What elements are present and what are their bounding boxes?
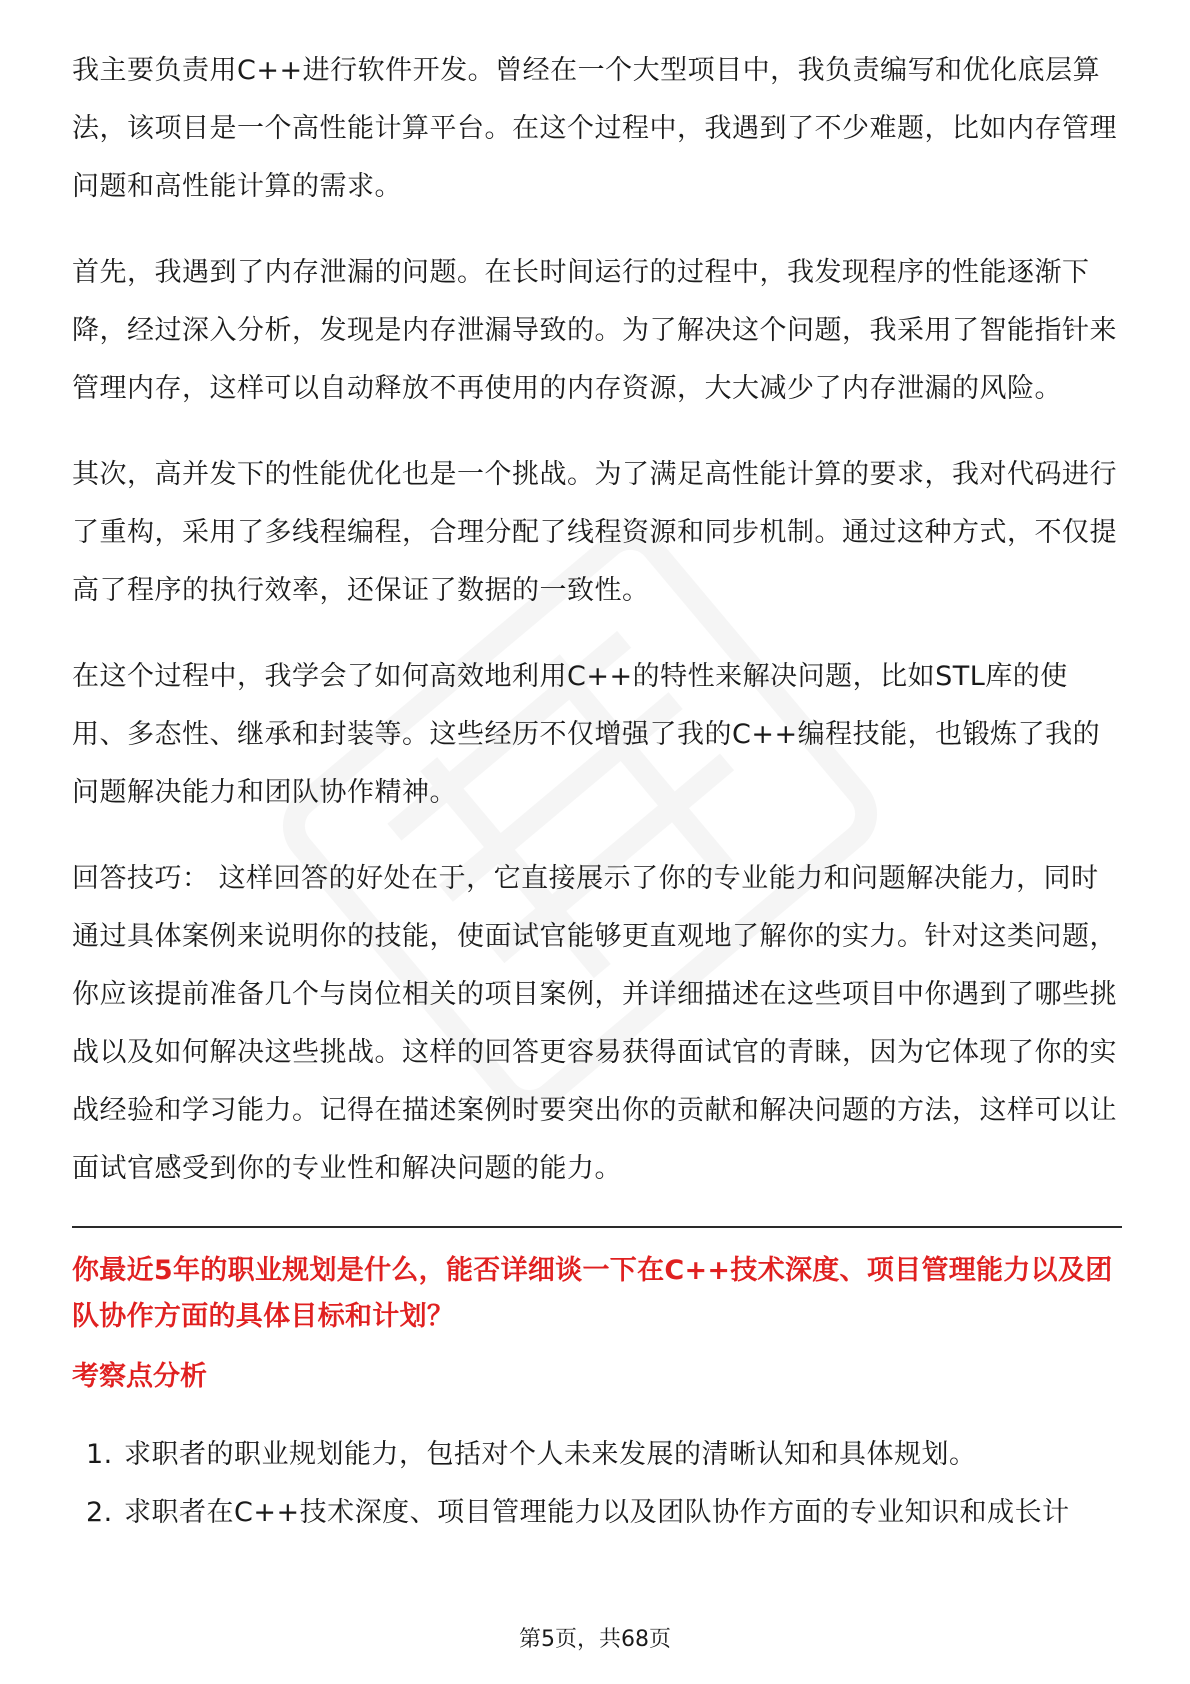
question-heading: 你最近5年的职业规划是什么，能否详细谈一下在C++技术深度、项目管理能力以及团队协作方面的具体目标和计划？ [72,1255,1113,1332]
main-content [72,42,1118,1542]
list-item-text: 求职者的职业规划能力，包括对个人未来发展的清晰认知和具体规划。 [124,1439,977,1470]
paragraph-intro: 我主要负责用C++进行软件开发。曾经在一个大型项目中，我负责编写和优化底层算法，该项目是一个高性能计算平台。在这个过程中，我遇到了不少难题，比如内存管理问题和高性能计算的需求。 [72,55,1117,202]
paragraph-answer-tips: 回答技巧： 这样回答的好处在于，它直接展示了你的专业能力和问题解决能力，同时通过具体案例来说明你的技能，使面试官能够更直观地了解你的实力。针对这类问题，你应该提前准备几个与岗位相关的项目案例，并详细描述在这些项目中你遇到了哪些挑战以及如何解决这些挑战。这样的回答更容易获得面试官的青睐，因为它体现了你的实战经验和学习能力。记得在描述案例时要突出你的贡献和解决问题的方法，这样可以让面试官感受到你的专业性和解决问题的能力。 [72,863,1117,1184]
list-item-number: 1. [86,1439,113,1470]
paragraph-learning: 在这个过程中，我学会了如何高效地利用C++的特性来解决问题，比如STL库的使用、多态性、继承和封装等。这些经历不仅增强了我的C++编程技能，也锻炼了我的问题解决能力和团队协作精神。 [72,661,1101,808]
analysis-list [72,1426,1118,1542]
list-item [72,1484,1118,1542]
section-divider [72,1226,1122,1228]
analysis-subheading: 考察点分析 [72,1361,207,1392]
paragraph-concurrency: 其次，高并发下的性能优化也是一个挑战。为了满足高性能计算的要求，我对代码进行了重构，采用了多线程编程，合理分配了线程资源和同步机制。通过这种方式，不仅提高了程序的执行效率，还保证了数据的一致性。 [72,459,1117,606]
list-item-text: 求职者在C++技术深度、项目管理能力以及团队协作方面的专业知识和成长计 [124,1497,1070,1528]
list-item [72,1426,1118,1484]
paragraph-memory-leak: 首先，我遇到了内存泄漏的问题。在长时间运行的过程中，我发现程序的性能逐渐下降，经过深入分析，发现是内存泄漏导致的。为了解决这个问题，我采用了智能指针来管理内存，这样可以自动释放不再使用的内存资源，大大减少了内存泄漏的风险。 [72,257,1117,404]
page-footer: 第5页，共68页 [519,1627,671,1652]
list-item-number: 2. [86,1497,113,1528]
